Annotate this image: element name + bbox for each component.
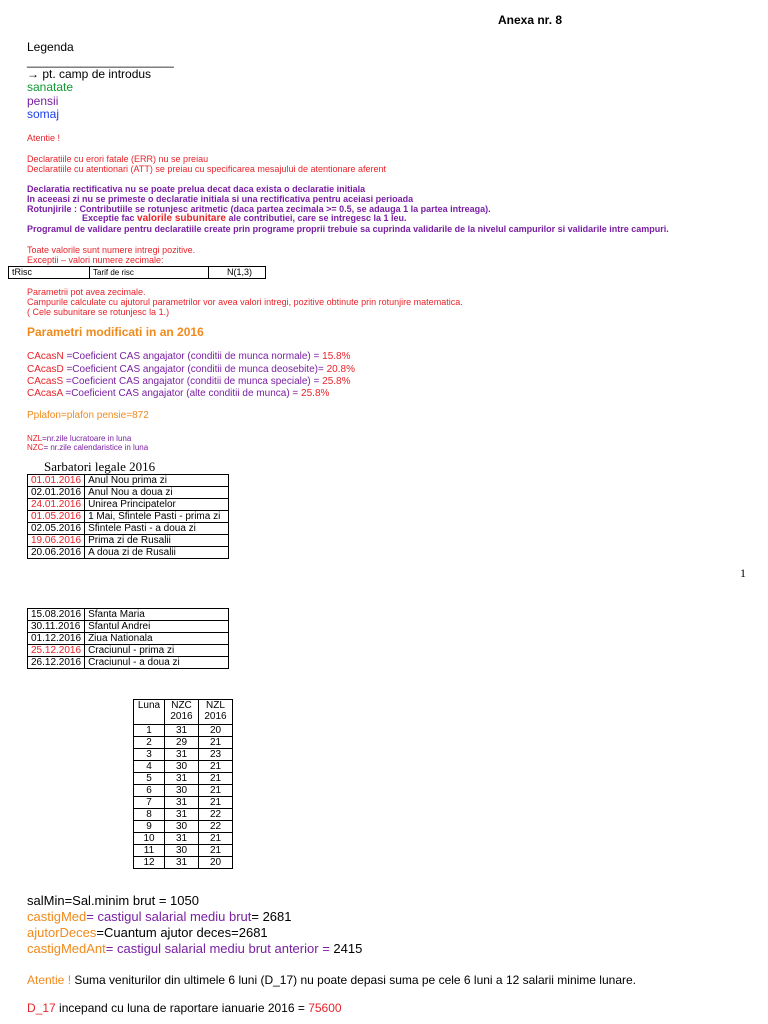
month-cell: 8 [134, 809, 165, 821]
cas-code: CAcasS [27, 376, 64, 387]
month-cell: 7 [134, 797, 165, 809]
holiday-name: Sfantul Andrei [85, 621, 229, 633]
castig-med [27, 909, 291, 924]
integers-line1: Toate valorile sunt numere intregi pozitive. [27, 245, 196, 255]
holiday-date: 01.01.2016 [28, 475, 85, 487]
month-cell: 3 [134, 749, 165, 761]
warning-atentie: Atentie ! [27, 133, 61, 143]
annex-title: Anexa nr. 8 [498, 13, 563, 27]
warning-att: Declaratiile cu atentionari (ATT) se preiau cu specificarea mesajului de atentionare aferent [27, 164, 387, 174]
cas-value: 25.8% [322, 376, 351, 387]
cas-coefficient-row [27, 364, 355, 375]
nzc-desc: = nr.zile calendaristice in luna [43, 443, 149, 452]
month-cell: 31 [165, 833, 199, 845]
cas-value: 15.8% [322, 351, 351, 362]
legend-somaj: somaj [27, 107, 60, 121]
ajutor-deces-desc: =Cuantum ajutor deces=2681 [96, 925, 268, 940]
cas-value: 25.8% [301, 388, 330, 399]
month-cell: 31 [165, 749, 199, 761]
holiday-name: 1 Mai, Sfintele Pasti - prima zi [85, 511, 229, 523]
d17-text: incepand cu luna de raportare ianuarie 2016 = [55, 1001, 309, 1015]
holiday-row [28, 487, 229, 499]
month-row [134, 737, 233, 749]
cas-desc: =Coeficient CAS angajator (alte conditii de munca) = [62, 388, 302, 399]
rule-exception-highlight: valorile subunitare [137, 213, 226, 224]
params-line1: Parametrii pot avea zecimale. [27, 287, 146, 297]
holiday-name: Sfanta Maria [85, 609, 229, 621]
holiday-row [28, 547, 229, 559]
month-cell: 31 [165, 809, 199, 821]
month-cell: 10 [134, 833, 165, 845]
footer-warning [27, 973, 636, 987]
month-header-row [134, 700, 233, 725]
holiday-row [28, 657, 229, 669]
holiday-name: Prima zi de Rusalii [85, 535, 229, 547]
month-cell: 30 [165, 845, 199, 857]
footer-text: Suma veniturilor din ultimele 6 luni (D_17) nu poate depasi suma pe cele 6 luni a 12 salarii minime lunare. [71, 973, 636, 987]
cas-desc: =Coeficient CAS angajator (conditii de munca speciale) = [63, 376, 323, 387]
holiday-name: Unirea Principatelor [85, 499, 229, 511]
holiday-date: 01.05.2016 [28, 511, 85, 523]
castig-med-ant-eq: = [318, 941, 334, 956]
castig-med-ant-desc: = castigul salarial mediu brut anterior [105, 941, 319, 956]
days-per-month-table [133, 699, 233, 869]
castig-med-ant [27, 941, 362, 956]
ajutor-deces [27, 925, 268, 940]
rule-exception-pre: Exceptie fac [82, 213, 138, 223]
holidays-table-1 [27, 474, 229, 559]
month-cell: 21 [199, 761, 233, 773]
month-cell: 21 [199, 785, 233, 797]
holiday-row [28, 609, 229, 621]
holiday-row [28, 535, 229, 547]
month-cell: 21 [199, 845, 233, 857]
rule-same-day: In aceeasi zi nu se primeste o declaratie initiala si una rectificativa pentru aceiasi perioada [27, 194, 414, 204]
pplafon: Pplafon=plafon pensie=872 [27, 410, 149, 421]
month-cell: 21 [199, 797, 233, 809]
d17-code: D_17 [27, 1001, 56, 1015]
holiday-date: 01.12.2016 [28, 633, 85, 645]
holiday-name: Anul Nou a doua zi [85, 487, 229, 499]
month-row [134, 833, 233, 845]
month-cell: 23 [199, 749, 233, 761]
month-row [134, 809, 233, 821]
month-cell: 29 [165, 737, 199, 749]
month-cell: 20 [199, 725, 233, 737]
cas-coefficient-row [27, 351, 351, 362]
risk-divider [89, 267, 90, 278]
month-cell: 22 [199, 809, 233, 821]
castig-med-value: = 2681 [251, 909, 292, 924]
cas-code: CAcasD [27, 364, 64, 375]
page-number: 1 [740, 566, 746, 580]
month-header-cell: NZC 2016 [165, 700, 199, 725]
d17-value: 75600 [308, 1001, 342, 1015]
month-cell: 2 [134, 737, 165, 749]
month-row [134, 857, 233, 869]
cas-coefficient-row [27, 388, 329, 399]
legend-line: ______________________ [27, 54, 174, 68]
month-cell: 6 [134, 785, 165, 797]
month-cell: 31 [165, 773, 199, 785]
holiday-date: 20.06.2016 [28, 547, 85, 559]
nzl-desc: =nr.zile lucratoare in luna [42, 434, 132, 443]
month-cell: 9 [134, 821, 165, 833]
cas-code: CAcasA [27, 388, 63, 399]
month-cell: 21 [199, 833, 233, 845]
month-row [134, 797, 233, 809]
month-cell: 1 [134, 725, 165, 737]
holiday-name: A doua zi de Rusalii [85, 547, 229, 559]
month-cell: 31 [165, 857, 199, 869]
castig-med-ant-value: 2415 [333, 941, 363, 956]
holiday-row [28, 621, 229, 633]
legend-pensii: pensii [27, 94, 59, 108]
month-row [134, 785, 233, 797]
month-row [134, 821, 233, 833]
params-line2: Campurile calculate cu ajutorul parametrilor vor avea valori intregi, pozitive obtinute prin rotunjire matematica. [27, 297, 463, 307]
holiday-date: 25.12.2016 [28, 645, 85, 657]
month-cell: 31 [165, 725, 199, 737]
rule-rounding: Rotunjirile : Contributiile se rotunjesc aritmetic (daca partea zecimala >= 0.5, se adauga 1 la partea intreaga). [27, 204, 491, 214]
nzc-code: NZC [27, 443, 44, 452]
holiday-name: Craciunul - a doua zi [85, 657, 229, 669]
risk-divider [208, 267, 209, 278]
cas-code: CAcasN [27, 351, 64, 362]
month-cell: 21 [199, 773, 233, 785]
holiday-row [28, 511, 229, 523]
rule-exception [82, 213, 407, 224]
castig-med-desc: = castigul salarial mediu brut [86, 909, 252, 924]
rule-rectificativa: Declaratia rectificativa nu se poate prelua decat daca exista o declaratie initiala [27, 184, 366, 194]
holiday-date: 26.12.2016 [28, 657, 85, 669]
section-2016-heading: Parametri modificati in an 2016 [27, 325, 204, 339]
month-row [134, 725, 233, 737]
holiday-row [28, 475, 229, 487]
integers-line2: Exceptii – valori numere zecimale: [27, 255, 164, 265]
month-cell: 22 [199, 821, 233, 833]
month-cell: 30 [165, 821, 199, 833]
cas-coefficient-row [27, 376, 351, 387]
cas-value: 20.8% [326, 364, 355, 375]
nzl-definition [27, 434, 131, 443]
holiday-name: Ziua Nationala [85, 633, 229, 645]
nzc-definition [27, 443, 148, 452]
holiday-row [28, 633, 229, 645]
month-header-cell: Luna [134, 700, 165, 725]
holiday-date: 24.01.2016 [28, 499, 85, 511]
rule-validation-program: Programul de validare pentru declaratiile create prin programe proprii trebuie sa cuprinda validarile de la nivelul campurilor si validarile intre campuri. [27, 224, 669, 234]
holiday-name: Sfintele Pasti - a doua zi [85, 523, 229, 535]
month-cell: 12 [134, 857, 165, 869]
holiday-date: 19.06.2016 [28, 535, 85, 547]
month-cell: 20 [199, 857, 233, 869]
castig-med-ant-code: castigMedAnt [27, 941, 106, 956]
risk-table-row [8, 266, 266, 279]
month-cell: 4 [134, 761, 165, 773]
holiday-name: Anul Nou prima zi [85, 475, 229, 487]
footer-atentie: Atentie ! [27, 973, 72, 987]
ajutor-deces-code: ajutorDeces [27, 925, 97, 940]
holiday-row [28, 499, 229, 511]
month-cell: 5 [134, 773, 165, 785]
month-cell: 11 [134, 845, 165, 857]
month-cell: 31 [165, 797, 199, 809]
params-line3: ( Cele subunitare se rotunjesc la 1.) [27, 307, 170, 317]
holidays-title: Sarbatori legale 2016 [44, 459, 156, 474]
month-cell: 30 [165, 785, 199, 797]
risk-code: tRisc [12, 267, 32, 277]
holiday-date: 30.11.2016 [28, 621, 85, 633]
month-row [134, 749, 233, 761]
salmin: salMin=Sal.minim brut = 1050 [27, 893, 199, 908]
holiday-name: Craciunul - prima zi [85, 645, 229, 657]
legend-sanatate: sanatate [27, 80, 74, 94]
risk-type: N(1,3) [227, 267, 253, 277]
holiday-date: 02.05.2016 [28, 523, 85, 535]
risk-desc: Tarif de risc [93, 268, 134, 277]
holiday-row [28, 523, 229, 535]
month-row [134, 773, 233, 785]
cas-desc: =Coeficient CAS angajator (conditii de munca normale) = [63, 351, 323, 362]
holiday-date: 02.01.2016 [28, 487, 85, 499]
legend-input-field: → pt. camp de introdus [27, 67, 152, 81]
warning-err: Declaratiile cu erori fatale (ERR) nu se preiau [27, 154, 209, 164]
legend-title: Legenda [27, 40, 74, 54]
month-header-cell: NZL 2016 [199, 700, 233, 725]
castig-med-code: castigMed [27, 909, 87, 924]
holidays-table-2 [27, 608, 229, 669]
holiday-row [28, 645, 229, 657]
nzl-code: NZL [27, 434, 43, 443]
d17-line [27, 1001, 342, 1015]
month-row [134, 761, 233, 773]
month-cell: 30 [165, 761, 199, 773]
month-cell: 21 [199, 737, 233, 749]
rule-exception-post: ale contributiei, care se intregesc la 1 leu. [225, 213, 407, 223]
holiday-date: 15.08.2016 [28, 609, 85, 621]
month-row [134, 845, 233, 857]
cas-desc: =Coeficient CAS angajator (conditii de munca deosebite)= [63, 364, 327, 375]
